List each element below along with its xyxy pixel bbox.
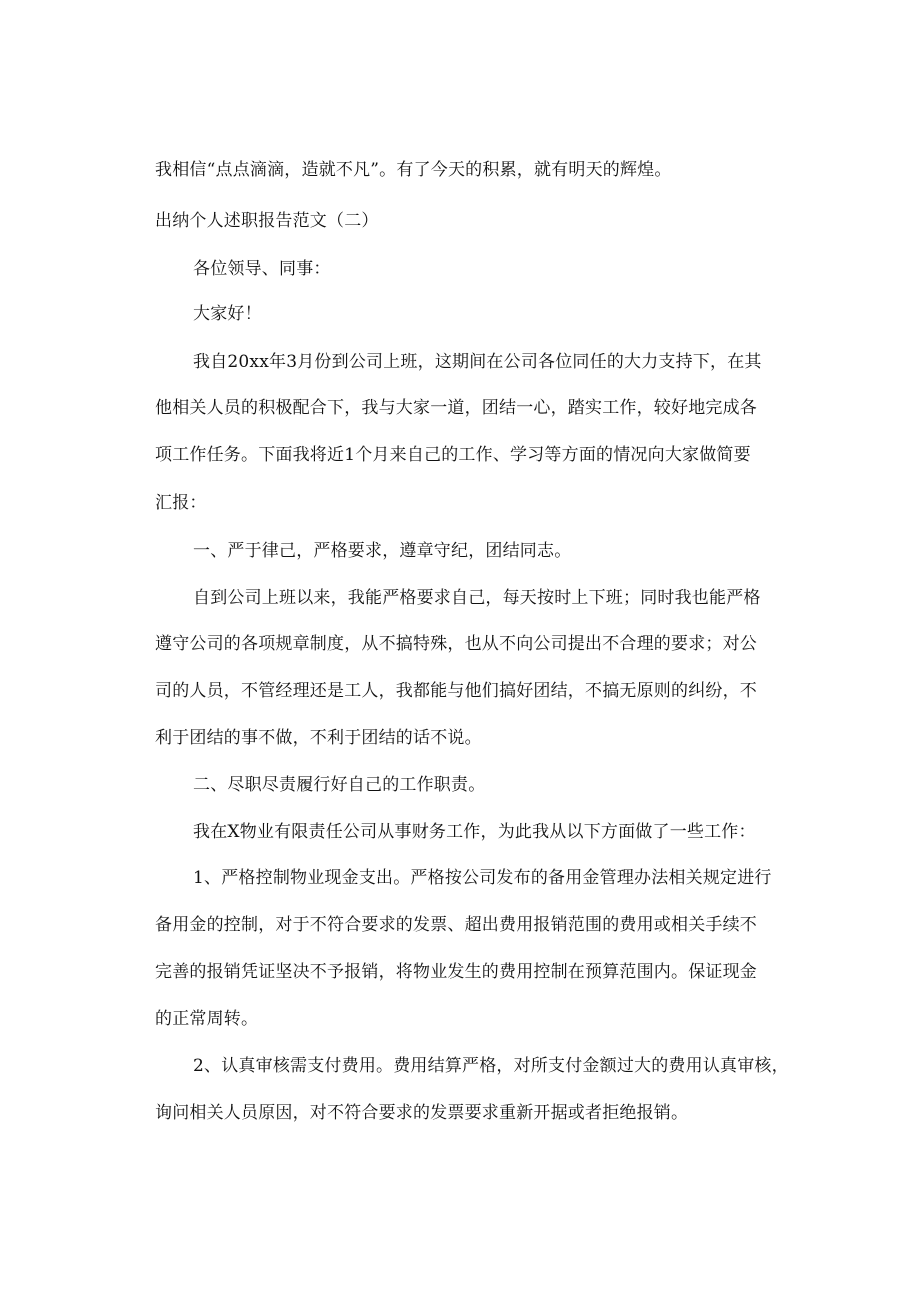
paragraph-line: 1、严格控制物业现金支出。严格按公司发布的备用金管理办法相关规定进行: [193, 868, 772, 888]
paragraph-line: 2、认真审核需支付费用。费用结算严格，对所支付金额过大的费用认真审核，: [193, 1056, 789, 1076]
paragraph-line: 备用金的控制，对于不符合要求的发票、超出费用报销范围的费用或相关手续不: [155, 915, 757, 935]
paragraph-line: 他相关人员的积极配合下，我与大家一道，团结一心，踏实工作，较好地完成各: [155, 398, 757, 418]
heading-one: 一、严于律己，严格要求，遵章守纪，团结同志。: [193, 541, 572, 561]
paragraph-line: 询问相关人员原因，对不符合要求的发票要求重新开据或者拒绝报销。: [155, 1103, 689, 1123]
paragraph-line: 我自20xx年3月份到公司上班，这期间在公司各位同任的大力支持下，在其: [193, 352, 762, 372]
paragraph-line: 司的人员，不管经理还是工人，我都能与他们搞好团结，不搞无原则的纠纷，不: [155, 681, 757, 701]
paragraph-line: 自到公司上班以来，我能严格要求自己，每天按时上下班；同时我也能严格: [193, 588, 761, 608]
heading-two: 二、尽职尽责履行好自己的工作职责。: [193, 775, 486, 795]
paragraph-line: 我相信“点点滴滴，造就不凡”。有了今天的积累，就有明天的辉煌。: [155, 160, 672, 180]
paragraph-line: 汇报：: [155, 493, 207, 513]
paragraph-line: 项工作任务。下面我将近1个月来自己的工作、学习等方面的情况向大家做简要: [155, 445, 751, 465]
salutation: 各位领导、同事：: [193, 259, 331, 279]
paragraph-line: 利于团结的事不做，不利于团结的话不说。: [155, 728, 482, 748]
paragraph-line: 我在X物业有限责任公司从事财务工作，为此我从以下方面做了一些工作：: [193, 822, 756, 842]
section-title: 出纳个人述职报告范文（二）: [155, 211, 379, 231]
paragraph-line: 遵守公司的各项规章制度，从不搞特殊，也从不向公司提出不合理的要求；对公: [155, 634, 757, 654]
greeting: 大家好！: [193, 304, 262, 324]
paragraph-line: 完善的报销凭证坚决不予报销，将物业发生的费用控制在预算范围内。保证现金: [155, 962, 757, 982]
paragraph-line: 的正常周转。: [155, 1009, 259, 1029]
